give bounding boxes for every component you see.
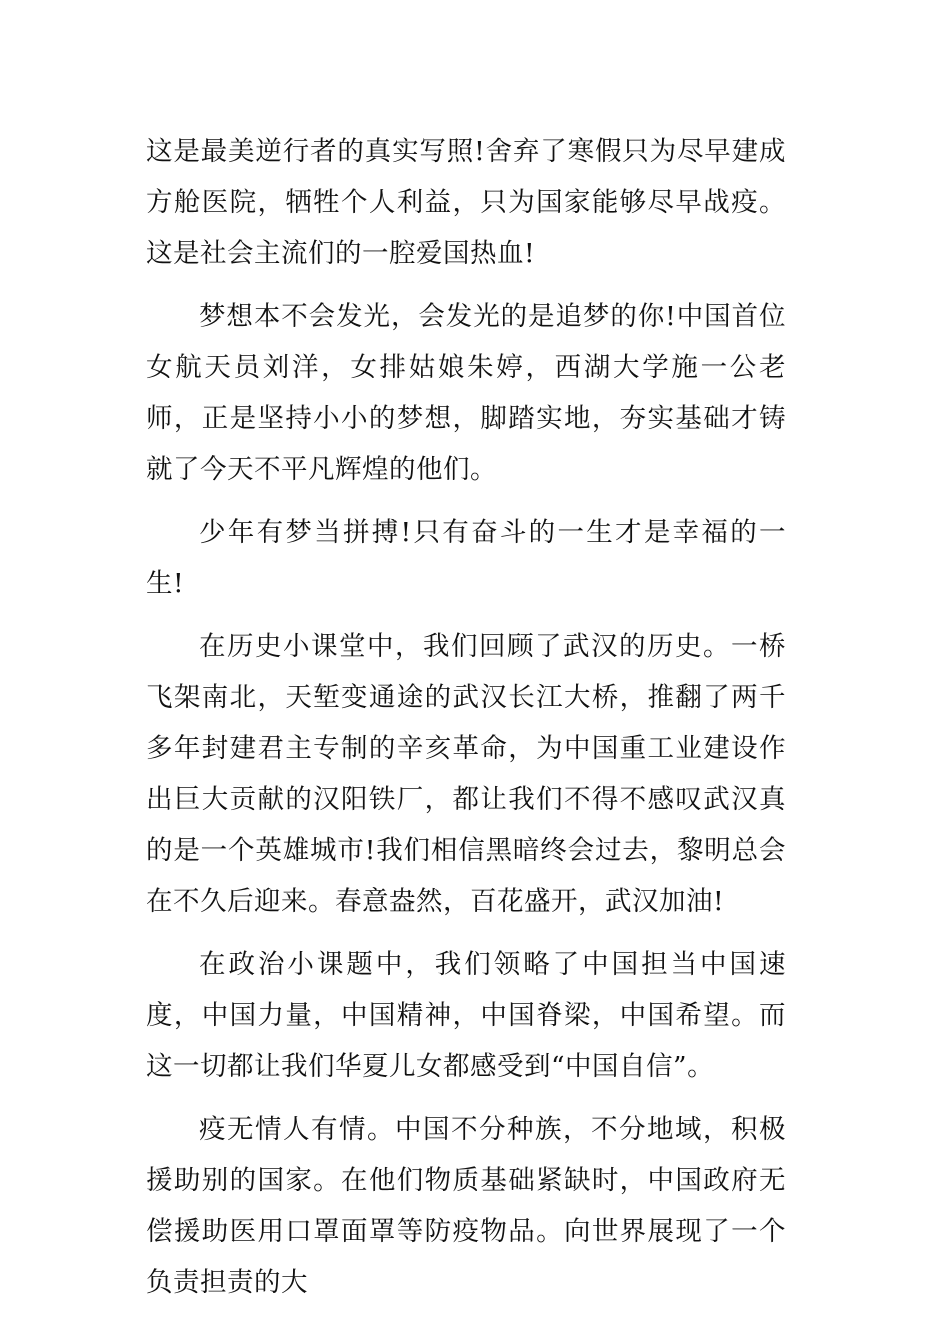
document-body <box>146 126 786 1320</box>
paragraph-5: 在政治小课题中，我们领略了中国担当中国速度，中国力量，中国精神，中国脊梁，中国希望。而这一切都让我们华夏儿女都感受到“中国自信”。 <box>146 949 786 1082</box>
paragraph-4: 在历史小课堂中，我们回顾了武汉的历史。一桥飞架南北，天堑变通途的武汉长江大桥，推翻了两千多年封建君主专制的辛亥革命，为中国重工业建设作出巨大贡献的汉阳铁厂，都让我们不得不感叹武汉真的是一个英雄城市!我们相信黑暗终会过去，黎明总会在不久后迎来。春意盎然，百花盛开，武汉加油! <box>146 631 786 917</box>
paragraph-1: 这是最美逆行者的真实写照!舍弃了寒假只为尽早建成方舱医院，牺牲个人利益，只为国家能够尽早战疫。这是社会主流们的一腔爱国热血! <box>146 136 786 269</box>
paragraph-6: 疫无情人有情。中国不分种族，不分地域，积极援助别的国家。在他们物质基础紧缺时，中国政府无偿援助医用口罩面罩等防疫物品。向世界展现了一个负责担责的大 <box>146 1114 786 1298</box>
paragraph-3: 少年有梦当拼搏!只有奋斗的一生才是幸福的一生! <box>146 517 786 599</box>
paragraph-2: 梦想本不会发光，会发光的是追梦的你!中国首位女航天员刘洋，女排姑娘朱婷，西湖大学施一公老师，正是坚持小小的梦想，脚踏实地，夯实基础才铸就了今天不平凡辉煌的他们。 <box>146 301 786 485</box>
